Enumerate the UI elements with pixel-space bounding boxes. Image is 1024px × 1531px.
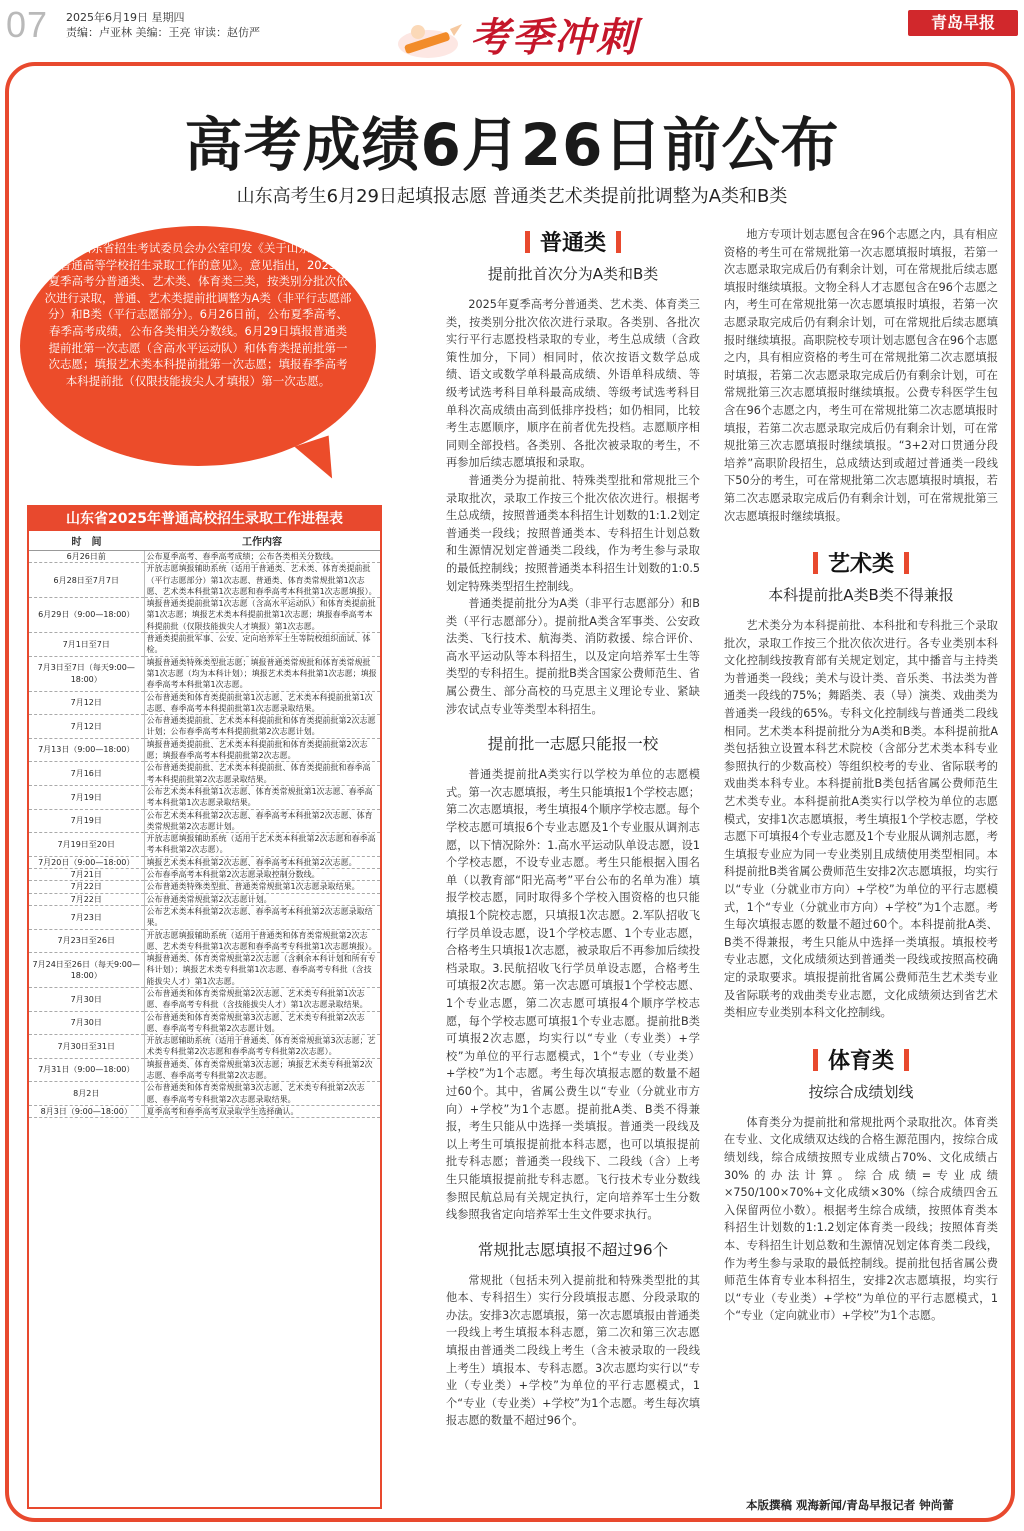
schedule-content: 公布普通类和体育类提前批第1次志愿、艺术类本科提前批第1次志愿、春季高考本科提前批第1次志愿录取结果。 xyxy=(144,691,380,715)
schedule-time: 7月12日 xyxy=(29,715,144,739)
schedule-content: 填报普通类提前批第1次志愿（含高水平运动队）和体育类提前批第1次志愿；填报艺术类本科提前批第1次志愿；填报春季高考本科提前批（仅限技能拔尖人才填报）第1次志愿。 xyxy=(144,598,380,633)
schedule-title: 山东省2025年普通高校招生录取工作进程表 xyxy=(29,507,380,531)
schedule-time: 7月30日 xyxy=(29,987,144,1011)
schedule-time: 7月3日至7日（每天9:00—18:00） xyxy=(29,656,144,691)
schedule-content: 填报普通类提前批、艺术类本科提前批和体育类提前批第2次志愿；填报春季高考本科提前批第2次志愿。 xyxy=(144,738,380,762)
section-title-putong: 普通类 xyxy=(446,226,700,257)
schedule-content: 公布普通类特殊类型批、普通类常规批第1次志愿录取结果。 xyxy=(144,881,380,893)
table-row xyxy=(29,785,380,809)
schedule-time: 7月31日（9:00—18:00） xyxy=(29,1058,144,1082)
table-row xyxy=(29,1105,380,1117)
schedule-time: 7月22日 xyxy=(29,881,144,893)
schedule-time: 7月13日（9:00—18:00） xyxy=(29,738,144,762)
table-row xyxy=(29,833,380,857)
putong-body-4 xyxy=(724,226,998,525)
paragraph: 常规批（包括未列入提前批和特殊类型批的其他本、专科招生）实行分段填报志愿、分段录取的办法。安排3次志愿填报，第一次志愿填报由普通类一段线上考生填报本科志愿，第二次和第三次志愿填报由普通类二段线上考生（含未被录取的一段线上考生）填报本、专科志愿。3次志愿均实行以“专业（专业类）+学校”为单位的平行志愿模式，1个“专业（专业类）+学校”为1个志愿。考生每次填报志愿的数量不超过96个。 xyxy=(446,1273,700,1428)
table-row xyxy=(29,691,380,715)
table-row xyxy=(29,633,380,657)
table-row xyxy=(29,738,380,762)
putong-body-3 xyxy=(446,1272,700,1430)
yishu-body xyxy=(724,617,998,1022)
right-column xyxy=(724,226,998,1325)
section-title-yishu: 艺术类 xyxy=(724,547,998,578)
section-subtitle-putong: 提前批首次分为A类和B类 xyxy=(487,265,659,283)
page-meta xyxy=(66,10,260,40)
subheading-regular-batch: 常规批志愿填报不超过96个 xyxy=(477,1240,669,1259)
table-row xyxy=(29,715,380,739)
table-row xyxy=(29,762,380,786)
schedule-time: 7月1日至7日 xyxy=(29,633,144,657)
schedule-content: 填报普通类、体育类常规批第2次志愿（含剩余本科计划和所有专科计划）；填报艺术类专科批第1次志愿、春季高考专科批（含技能拔尖人才）第1次志愿。 xyxy=(144,953,380,988)
schedule-time: 7月21日 xyxy=(29,869,144,881)
paragraph: 普通类提前批A类实行以学校为单位的志愿模式。第一次志愿填报，考生只能填报1个学校志愿；第二次志愿填报，考生填报4个顺序学校志愿。每个学校志愿可填报6个专业志愿及1个专业服从调剂志愿，以下情况除外：1.高水平运动队单设志愿，设1个学校志愿，不设专业志愿。考生只能根据入围名单（以教育部“阳光高考”平台公布的名单为准）填报学校志愿，同时取得多个学校入围资格的也只能填报1个院校志愿，只填报1次志愿。2.军队招收飞行学员单设志愿，设1个学校志愿、1个专业志愿，合格考生只填报1次志愿，被录取后不再参加后续投档录取。3.民航招收飞行学员单设志愿，合格考生可填报2次志愿。第一次志愿可填报1个学校志愿、1个专业志愿，第二次志愿可填报4个顺序学校志愿，每个学校志愿可填报1个专业志愿。提前批B类可填报2次志愿，均实行以“专业（专业类）+学校”为单位的平行志愿模式，1个“专业（专业类）+学校”为1个志愿。考生每次填报志愿的数量不超过60个。其中，省属公费生以“专业（分就业市方向）+学校”为1个志愿。提前批A类、B类不得兼报，考生只能从中选择一类填报。普通类一段线及以上考生可填报提前批本科志愿，也可以填报提前批专科志愿；普通类一段线下、二段线（含）上考生只能填报提前批专科志愿。飞行技术专业分数线参照民航总局有关规定执行，定向培养军士生分数线参照我省定向培养军士生文件要求执行。 xyxy=(446,768,700,1222)
schedule-content: 开放志愿填报辅助系统（适用于普通类、艺术类、体育类提前批（平行志愿部分）第1次志愿、普通类、体育类常规批第1次志愿、艺术类本科批第1次志愿和春季高考本科批第1次志愿填报）。 xyxy=(144,563,380,598)
schedule-header-row xyxy=(29,531,380,551)
paragraph: 普通类分为提前批、特殊类型批和常规批三个录取批次，录取工作按三个批次依次进行。根据考生总成绩，按照普通类本科招生计划数的1:1.2划定普通类一段线；按照普通类本、专科招生计划总数和生源情况划定普通类二段线，作为考生参与录取的最低控制线；按照普通类本科招生计划数的1:0.5划定特殊类型招生控制线。 xyxy=(446,473,700,593)
schedule-content: 公布普通类和体育类常规批第2次志愿、艺术类专科批第1次志愿、春季高考专科批（含技能拔尖人才）第1次志愿录取结果。 xyxy=(144,987,380,1011)
schedule-time: 6月26日前 xyxy=(29,551,144,563)
schedule-time: 7月23日至26日 xyxy=(29,929,144,953)
schedule-time: 7月23日 xyxy=(29,905,144,929)
paragraph: 2025年夏季高考分普通类、艺术类、体育类三类，按类别分批次依次进行录取。各类别、各批次实行平行志愿投档录取的专业，考生总成绩（含政策性加分，下同）相同时，依次按语文数学总成绩、语文或数学单科最高成绩、外语单科成绩、等级考试选考科目单科最高成绩、等级考试选考科目单科次高成绩由高到低排序投档；如仍相同，比较考生志愿顺序，顺序在前者优先投档。志愿顺序相同则全部投档。各类别、各批次被录取的考生，不再参加后续志愿填报和录取。 xyxy=(446,298,700,470)
schedule-content: 夏季高考和春季高考双录取学生选择确认。 xyxy=(144,1105,380,1117)
table-row xyxy=(29,809,380,833)
editors-line: 责编：卢亚林 美编：王亮 审读：赵仿严 xyxy=(66,26,260,39)
table-row xyxy=(29,1082,380,1106)
schedule-content: 公布春季高考本科批第2次志愿录取控制分数线。 xyxy=(144,869,380,881)
table-row xyxy=(29,869,380,881)
table-row xyxy=(29,905,380,929)
paragraph: 普通类提前批分为A类（非平行志愿部分）和B类（平行志愿部分）。提前批A类含军事类、公安政法类、飞行技术、航海类、消防救援、综合评价、高水平运动队等本科招生，以及定向培养军士生等类型的专科招生。提前批B类含国家公费师范生、省属公费生、部分高校的马克思主义理论专业、紧缺涉农试点专业等类型本科招生。 xyxy=(446,597,700,716)
schedule-content: 普通类提前批军事、公安、定向培养军士生等院校组织面试、体检。 xyxy=(144,633,380,657)
schedule-time: 6月29日（9:00—18:00） xyxy=(29,598,144,633)
putong-body-2 xyxy=(446,766,700,1223)
table-row xyxy=(29,598,380,633)
schedule-time: 7月16日 xyxy=(29,762,144,786)
schedule-content: 公布艺术类本科批第1次志愿、体育类常规批第1次志愿、春季高考本科批第1次志愿录取结果。 xyxy=(144,785,380,809)
schedule-time: 7月12日 xyxy=(29,691,144,715)
table-row xyxy=(29,1011,380,1035)
table-row xyxy=(29,856,380,868)
schedule-content: 公布普通类提前批、艺术类本科提前批和体育类提前批第2次志愿计划；公布春季高考本科提前批第2次志愿计划。 xyxy=(144,715,380,739)
schedule-time: 7月22日 xyxy=(29,893,144,905)
table-row xyxy=(29,893,380,905)
section-subtitle-yishu: 本科提前批A类B类不得兼报 xyxy=(768,586,954,605)
subheadline: 山东高考生6月29日起填报志愿 普通类艺术类提前批调整为A类和B类 xyxy=(236,186,788,207)
table-row xyxy=(29,929,380,953)
schedule-content: 公布普通类常规批第2次志愿计划。 xyxy=(144,893,380,905)
schedule-content: 公布普通类和体育类常规批第3次志愿、艺术类专科批第2次志愿、春季高考专科批第2次志愿录取结果。 xyxy=(144,1082,380,1106)
brand-logo: 青岛早报 xyxy=(908,10,1018,36)
byline: 本版撰稿 观海新闻/青岛早报记者 钟尚蕾 xyxy=(746,1498,954,1512)
table-row xyxy=(29,1058,380,1082)
schedule-content: 公布艺术类本科批第2次志愿、春季高考本科批第2次志愿、体育类常规批第2次志愿计划。 xyxy=(144,809,380,833)
header-time: 时 间 xyxy=(29,531,144,551)
subheading-first-choice: 提前批一志愿只能报一校 xyxy=(487,735,659,754)
headline: 高考成绩6月26日前公布 xyxy=(184,111,840,179)
pencil-cartoon-icon xyxy=(388,14,468,64)
table-row xyxy=(29,953,380,988)
schedule-content: 填报艺术类本科批第2次志愿、春季高考本科批第2次志愿。 xyxy=(144,856,380,868)
table-row xyxy=(29,563,380,598)
schedule-content: 公布艺术类本科批第2次志愿、春季高考本科批第2次志愿录取结果。 xyxy=(144,905,380,929)
schedule-table xyxy=(27,505,382,1509)
section-subtitle-tiyu: 按综合成绩划线 xyxy=(808,1082,914,1101)
schedule-content: 填报普通类特殊类型批志愿；填报普通类常规批和体育类常规批第1次志愿（均为本科计划）；填报艺术类本科批第1次志愿；填报春季高考本科批第1次志愿。 xyxy=(144,656,380,691)
schedule-content: 开放志愿填报辅助系统（适用于艺术类本科批第2次志愿和春季高考本科批第2次志愿）。 xyxy=(144,833,380,857)
schedule-time: 6月28日至7月7日 xyxy=(29,563,144,598)
schedule-grid xyxy=(29,531,380,1118)
section-title-tiyu: 体育类 xyxy=(724,1044,998,1075)
section-putong xyxy=(446,226,700,1430)
schedule-time: 7月30日至31日 xyxy=(29,1035,144,1059)
schedule-time: 7月24日至26日（每天9:00—18:00） xyxy=(29,953,144,988)
schedule-time: 8月3日（9:00—18:00） xyxy=(29,1105,144,1117)
paragraph: 地方专项计划志愿包含在96个志愿之内，具有相应资格的考生可在常规批第一次志愿填报时填报，若第一次志愿录取完成后仍有剩余计划，可在常规批后续志愿填报时继续填报。文物全科人才志愿包含在96个志愿之内，考生可在常规批第一次志愿填报时填报，若第一次志愿录取完成后仍有剩余计划，可在常规批后续志愿填报时继续填报。高职院校专项计划志愿包含在96个志愿之内，具有相应资格的考生可在常规批第二次志愿填报时填报，若第二次志愿录取完成后仍有剩余计划，可在常规批第三次志愿填报时继续填报。公费专科医学生包含在96个志愿之内，考生可在常规批第二次志愿填报时填报，若第二次志愿录取完成后仍有剩余计划，可在常规批第三次志愿填报时继续填报。“3+2对口贯通分段培养”高职阶段招生，总成绩达到或超过普通类一段线下50分的考生，可在常规批第二次志愿填报时填报，若第二次志愿录取完成后仍有剩余计划，可在常规批第三次志愿填报时继续填报。 xyxy=(724,228,998,523)
putong-body-1 xyxy=(446,296,700,718)
schedule-content: 公布普通类提前批、艺术类本科提前批、体育类提前批和春季高考本科提前批第2次志愿录取结果。 xyxy=(144,762,380,786)
schedule-time: 8月2日 xyxy=(29,1082,144,1106)
table-row xyxy=(29,881,380,893)
lead-bubble xyxy=(20,226,376,466)
schedule-time: 7月30日 xyxy=(29,1011,144,1035)
date-line: 2025年6月19日 星期四 xyxy=(66,11,185,24)
schedule-content: 公布普通类和体育类常规批第3次志愿、艺术类专科批第2次志愿、春季高考专科批第2次志愿计划。 xyxy=(144,1011,380,1035)
paragraph: 体育类分为提前批和常规批两个录取批次。体育类在专业、文化成绩双达线的合格生源范围内，按综合成绩划线，综合成绩按照专业成绩占70%、文化成绩占30%的办法计算。综合成绩=专业成绩×750/100×70%+文化成绩×30%（综合成绩四舍五入保留两位小数）。根据考生综合成绩，按照体育类本科招生计划数的1:1.2划定体育类一段线；按照体育类本、专科招生计划总数和生源情况划定体育类二段线，作为考生参与录取的最低控制线。提前批包括省属公费师范生体育专业本科招生，安排2次志愿填报，均实行以“专业（专业类）+学校”为单位的平行志愿模式，1个“专业（定向就业市）+学校”为1个志愿。 xyxy=(724,1115,998,1323)
schedule-time: 7月19日 xyxy=(29,785,144,809)
schedule-time: 7月19日 xyxy=(29,809,144,833)
paragraph: 艺术类分为本科提前批、本科批和专科批三个录取批次，录取工作按三个批次依次进行。各专业类别本科文化控制线按教育部有关规定划定，其中播音与主持类为普通类一段线；美术与设计类、音乐类、书法类为普通类一段线的75%；舞蹈类、表（导）演类、戏曲类为普通类一段线的65%。专科文化控制线与普通类二段线相同。艺术类本科提前批分为A类和B类。本科提前批A类包括独立设置本科艺术院校（含部分艺术类本科专业参照执行的少数高校）等组织校考的专业、省际联考的戏曲类本科专业。本科提前批B类包括省属公费师范生艺术类专业。本科提前批A类实行以学校为单位的志愿模式，安排1次志愿填报，考生填报1个学校志愿，学校志愿下可填报4个专业志愿及1个专业服从调剂志愿，考生填报专业应为同一专业类别且成绩使用类型相同。本科提前批B类省属公费师范生安排2次志愿填报，均实行以“专业（分就业市方向）+学校”为单位的平行志愿模式，1个“专业（分就业市方向）+学校”为1个志愿。考生每次填报志愿的数量不超过60个。本科提前批A类、B类不得兼报，考生只能从中选择一类填报。填报校考专业志愿，文化成绩须达到普通类一段线或按照高校确定的录取要求。填报提前批省属公费师范生艺术类专业及省际联考的戏曲类专业志愿，文化成绩须达到省艺术类相应专业类别本科文化控制线。 xyxy=(724,619,998,1020)
schedule-body xyxy=(29,551,380,1118)
table-row xyxy=(29,1035,380,1059)
schedule-content: 公布夏季高考、春季高考成绩；公布各类相关分数线。 xyxy=(144,551,380,563)
table-row xyxy=(29,987,380,1011)
table-row xyxy=(29,551,380,563)
schedule-content: 填报普通类、体育类常规批第3次志愿；填报艺术类专科批第2次志愿、春季高考专科批第2次志愿。 xyxy=(144,1058,380,1082)
table-row xyxy=(29,656,380,691)
column-title: 考季冲刺 xyxy=(470,14,638,61)
tiyu-body xyxy=(724,1114,998,1325)
header-content: 工作内容 xyxy=(144,531,380,551)
lead-text: 昨天，山东省招生考试委员会办公室印发《关于山东省2025年普通高等学校招生录取工作的意见》。意见指出，2025年夏季高考分普通类、艺术类、体育类三类，按类别分批次依次进行录取，普通、艺术类提前批调整为A类（非平行志愿部分）和B类（平行志愿部分）。6月26日前，公布夏季高考、春季高考成绩，公布各类相关分数线。6月29日填报普通类提前批第一次志愿（含高水平运动队）和体育类提前批第一次志愿；填报艺术类本科提前批第一次志愿；填报春季高考本科提前批（仅限技能拔尖人才填报）第一次志愿。 xyxy=(44,241,352,388)
schedule-content: 开放志愿辅助系统（适用于普通类、体育类常规批第3次志愿；艺术类专科批第2次志愿和春季高考专科批第2次志愿）。 xyxy=(144,1035,380,1059)
schedule-content: 开放志愿填报辅助系统（适用于普通类和体育类常规批第2次志愿、艺术类专科批第1次志愿和春季高考专科批第1次志愿填报）。 xyxy=(144,929,380,953)
schedule-time: 7月20日（9:00—18:00） xyxy=(29,856,144,868)
page-number: 07 xyxy=(6,4,49,45)
schedule-time: 7月19日至20日 xyxy=(29,833,144,857)
